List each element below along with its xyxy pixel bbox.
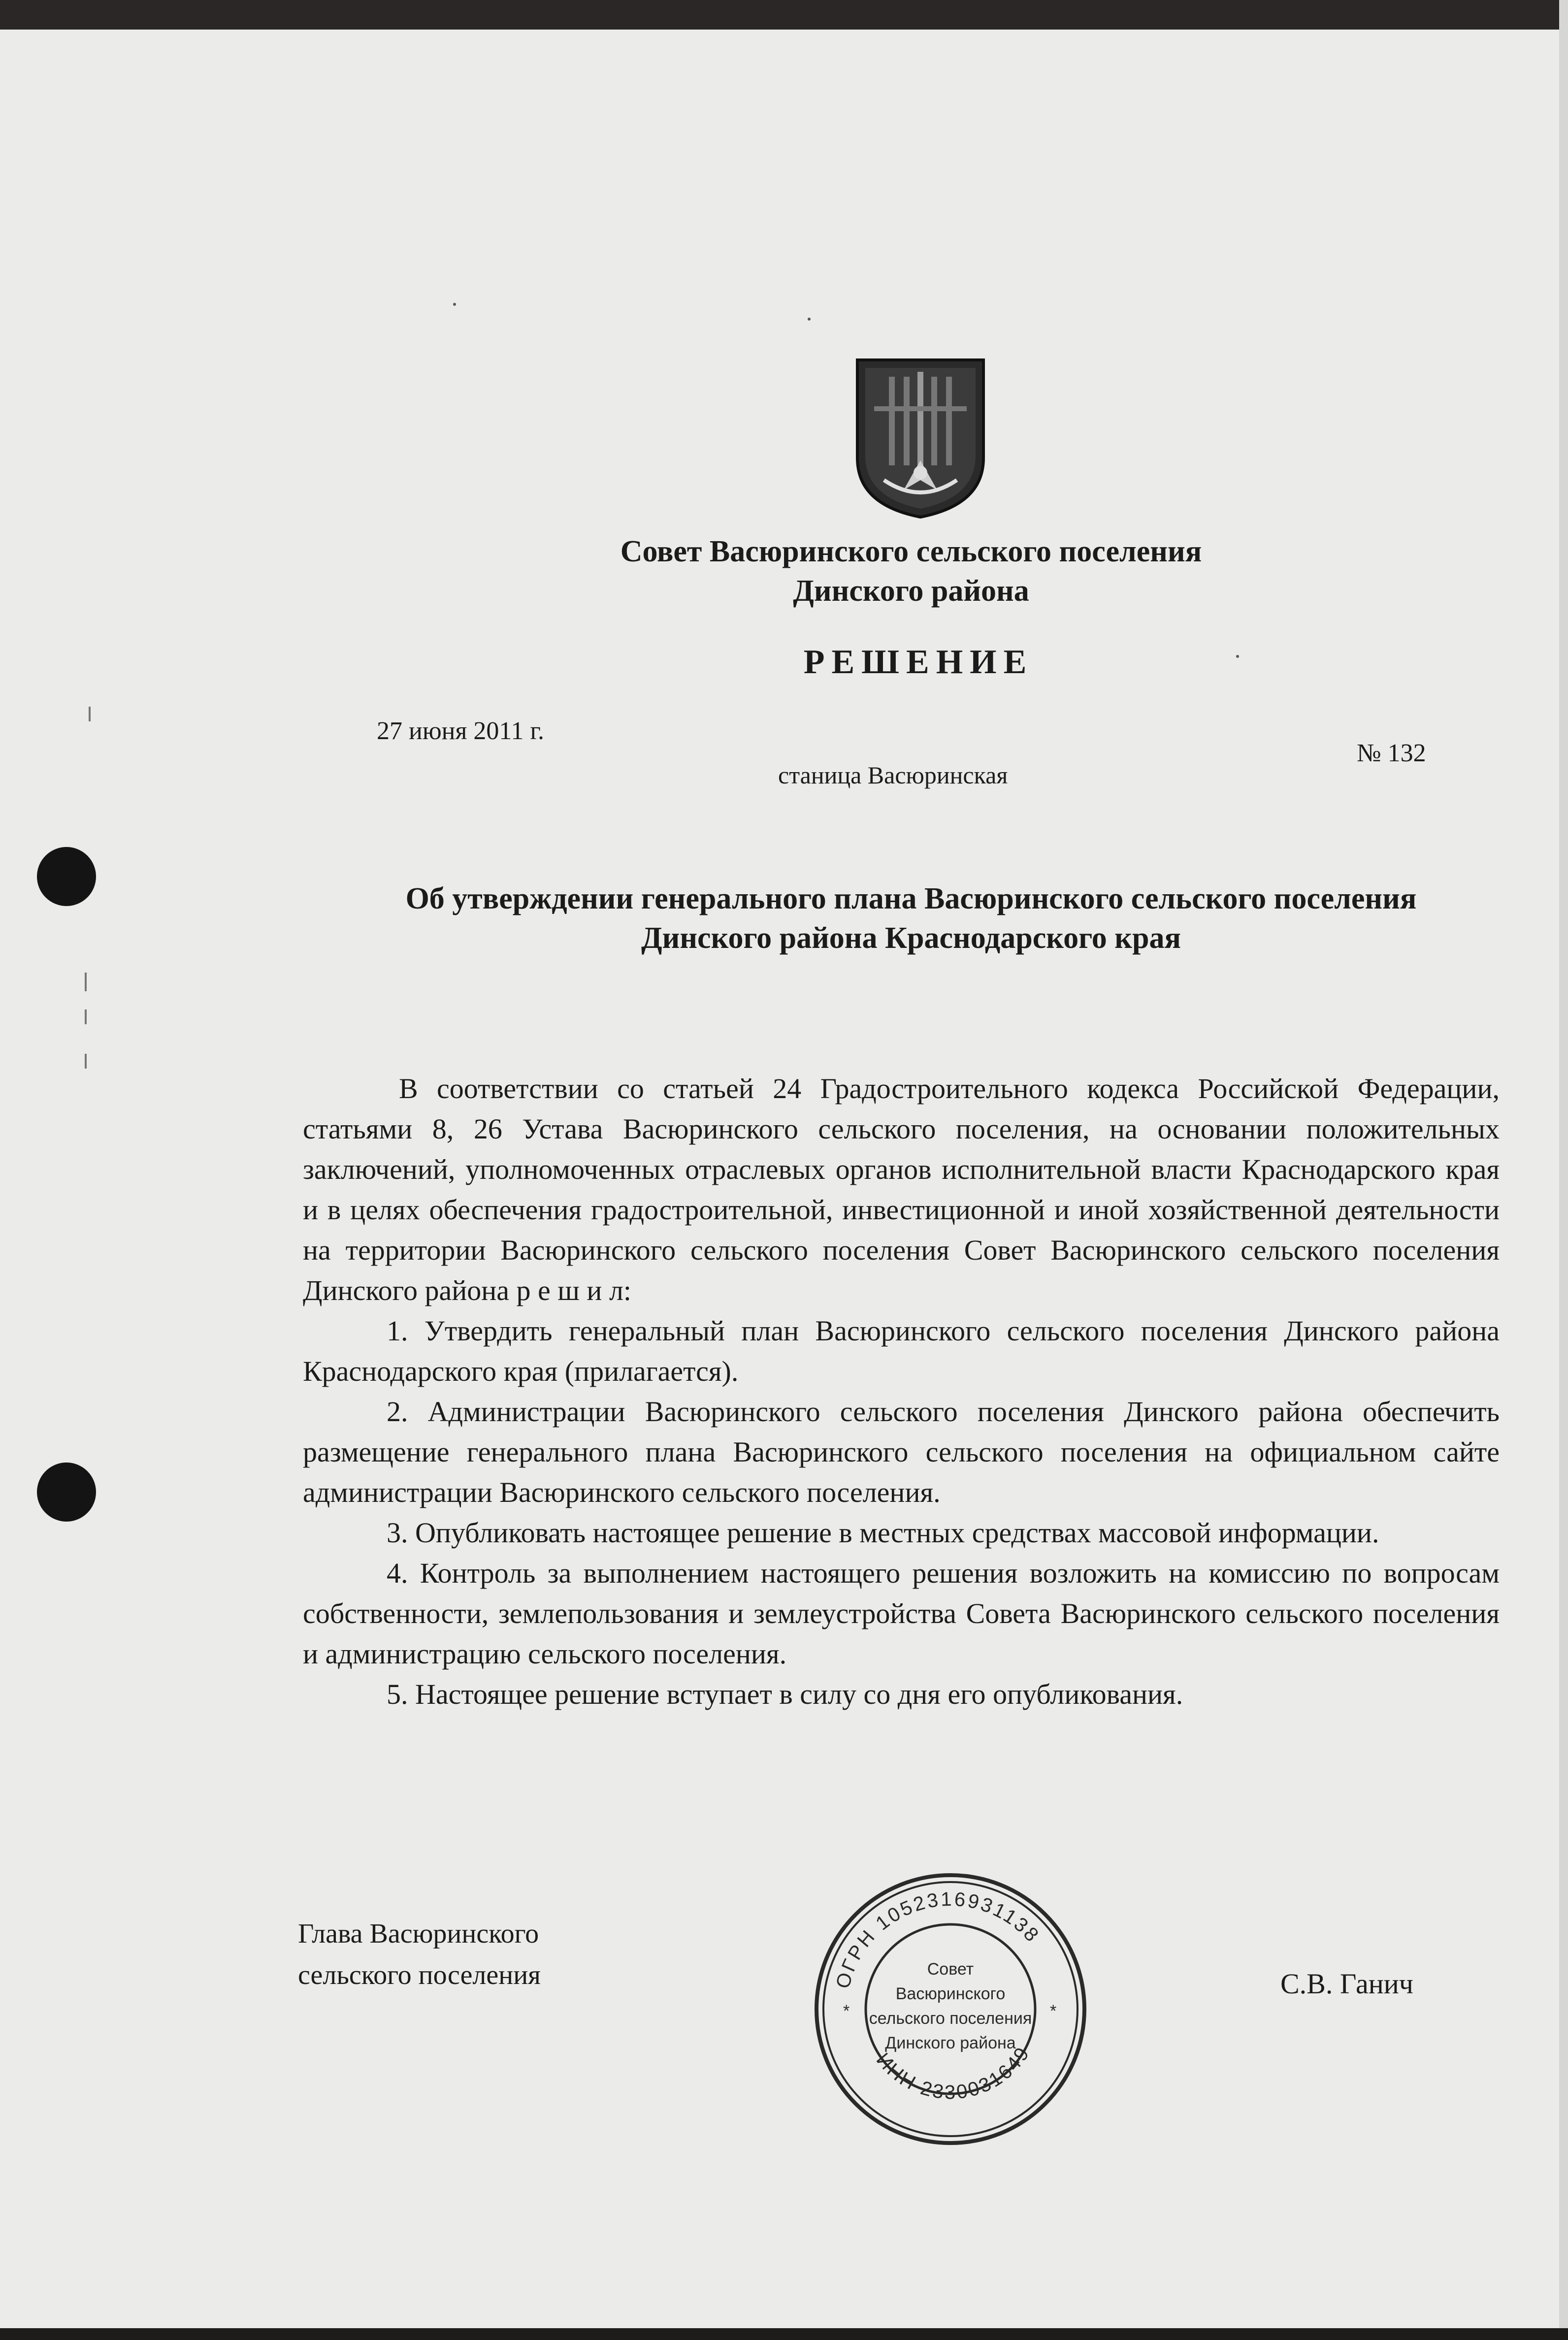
punch-hole-lower — [37, 1462, 96, 1522]
scan-border-bottom — [0, 2328, 1568, 2340]
scan-border-top — [0, 0, 1568, 30]
document-date: 27 июня 2011 г. — [377, 717, 544, 745]
document-number: № 132 — [1357, 739, 1426, 767]
coat-of-arms-icon — [854, 357, 986, 520]
scan-mark — [85, 1054, 87, 1069]
scan-speck — [453, 303, 456, 306]
scan-mark — [89, 707, 91, 721]
document-type: РЕШЕНИЕ — [803, 643, 1034, 681]
seal-ring-top-text: ОГРН 1052316931138 — [832, 1888, 1044, 1991]
signatory-title — [298, 1913, 541, 1996]
signatory-name: С.В. Ганич — [1280, 1968, 1413, 2000]
org-name-line1: Совет Васюринского сельского поселения — [620, 535, 1202, 568]
official-seal-stamp — [808, 1866, 1093, 2152]
org-name-line2: Динского района — [793, 574, 1029, 608]
svg-text:*: * — [1050, 2002, 1057, 2020]
seal-center-line: Динского района — [885, 2034, 1016, 2052]
decision-item: 2. Администрации Васюринского сельского поселения Динского района обеспечить размещение генерального плана Васюринского сельского поселения на официальном сайте администрации Васюринского сельского поселения. — [303, 1396, 1500, 1508]
document-place: станица Васюринская — [778, 761, 1008, 789]
scan-border-right — [1559, 0, 1568, 2340]
scan-mark — [85, 1009, 87, 1024]
signatory-title-line1: Глава Васюринского — [298, 1918, 539, 1949]
seal-center-line: Совет — [927, 1960, 974, 1979]
subject-line2: Динского района Краснодарского края — [641, 921, 1181, 955]
svg-text:*: * — [843, 2002, 850, 2020]
decision-item: 1. Утвердить генеральный план Васюринского сельского поселения Динского района Краснодарского края (прилагается). — [303, 1315, 1500, 1387]
decision-item: 5. Настоящее решение вступает в силу со дня его опубликования. — [387, 1678, 1183, 1710]
decision-item: 4. Контроль за выполнением настоящего решения возложить на комиссию по вопросам собственности, землепользования и землеустройства Совета Васюринского сельского поселения и администрацию сельского поселения. — [303, 1557, 1500, 1670]
scan-speck — [808, 318, 811, 321]
scan-speck — [1236, 655, 1239, 658]
signatory-title-line2: сельского поселения — [298, 1960, 541, 1990]
seal-center-line: Васюринского — [895, 1984, 1006, 2003]
decision-item: 3. Опубликовать настоящее решение в местных средствах массовой информации. — [387, 1517, 1379, 1549]
seal-center-line: сельского поселения — [869, 2009, 1032, 2028]
document-subject — [295, 879, 1527, 958]
seal-ring-bottom-text: ИНН 2330031649 — [872, 2042, 1035, 2104]
punch-hole-upper — [37, 847, 96, 906]
preamble-paragraph: В соответствии со статьей 24 Градостроительного кодекса Российской Федерации, статьями 8, 26 Устава Васюринского сельского поселения, на основании положительных заключений, уполномоченных отраслевых органов исполнительной власти Краснодарского края и в целях обеспечения градостроительной, инвестиционной и иной хозяйственной деятельности на территории Васюринского сельского поселения Совет Васюринского сельского поселения Динского района р е ш и л: — [303, 1072, 1500, 1306]
subject-line1: Об утверждении генерального плана Васюринского сельского поселения — [405, 882, 1417, 915]
issuing-body — [492, 532, 1330, 611]
scan-mark — [85, 973, 87, 991]
document-body — [303, 1069, 1500, 1715]
